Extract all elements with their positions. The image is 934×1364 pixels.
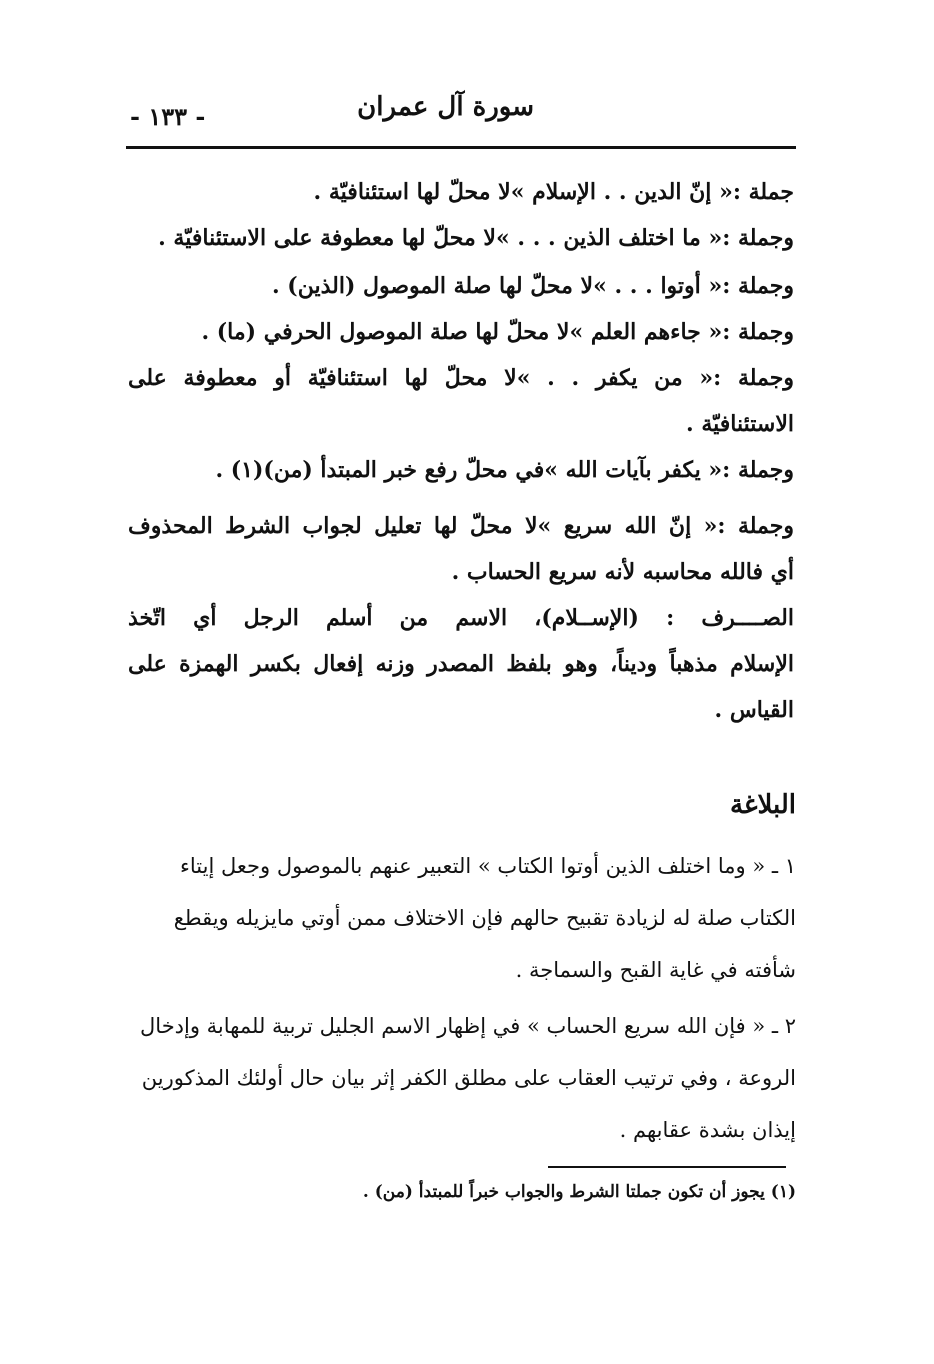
irab-line: أي فالله محاسبه لأنه سريع الحساب .	[451, 559, 794, 585]
irab-line: وجملة :« يكفر بآيات الله »في محلّ رفع خبر المبتدأ (من)(١) .	[215, 457, 794, 483]
page-header	[126, 92, 796, 146]
balagha-paragraph-1: ١ ـ « وما اختلف الذين أوتوا الكتاب » التعبير عنهم بالموصول وجعل إيتاء الكتاب صلة له لزيادة تقبيح حالهم فإن الاختلاف ممن أوتي مايزيله ويقطع شأفته في غاية القبح والسماجة .	[173, 854, 796, 982]
sarf-line: القياس .	[714, 697, 794, 723]
sarf-line: الإسلام مذهباً وديناً، وهو بلفظ المصدر وزنه إفعال بكسر الهمزة على	[128, 651, 794, 677]
balagha-heading: البلاغة	[729, 790, 796, 820]
running-title: سورة آل عمران	[357, 92, 534, 122]
sarf-line: الصــــرف : (الإســلام)، الاسم من أسلم الرجل أي اتّخذ	[128, 605, 794, 631]
irab-line: وجملة :« ما اختلف الذين . . . »لا محلّ لها معطوفة على الاستئنافيّة .	[158, 225, 794, 251]
header-divider	[126, 146, 796, 149]
irab-line: جملة :« إنّ الدين . . الإسلام »لا محلّ لها استئنافيّة .	[313, 179, 794, 205]
irab-line: الاستئنافيّة .	[686, 411, 794, 437]
footnote: (١) يجوز أن تكون جملتا الشرط والجواب خبراً للمبتدأ (من) .	[362, 1182, 796, 1202]
irab-line: وجملة :« إنّ الله سريع »لا محلّ لها تعليل لجواب الشرط المحذوف	[128, 513, 794, 539]
irab-line: وجملة :« جاءهم العلم »لا محلّ لها صلة الموصول الحرفي (ما) .	[201, 319, 794, 345]
irab-line: وجملة :« من يكفر . . »لا محلّ لها استئنافيّة أو معطوفة على	[128, 365, 794, 391]
page-number: - ١٣٣ -	[130, 102, 206, 131]
irab-line: وجملة :« أوتوا . . . »لا محلّ لها صلة الموصول (الذين) .	[271, 273, 794, 299]
balagha-paragraph-2: ٢ ـ « فإن الله سريع الحساب » في إظهار الاسم الجليل تربية للمهابة وإدخال الروعة ، وفي ترتيب العقاب على مطلق الكفر إثر بيان حال أولئك المذكورين إيذان بشدة عقابهم .	[140, 1014, 796, 1142]
footnote-divider	[548, 1166, 786, 1168]
